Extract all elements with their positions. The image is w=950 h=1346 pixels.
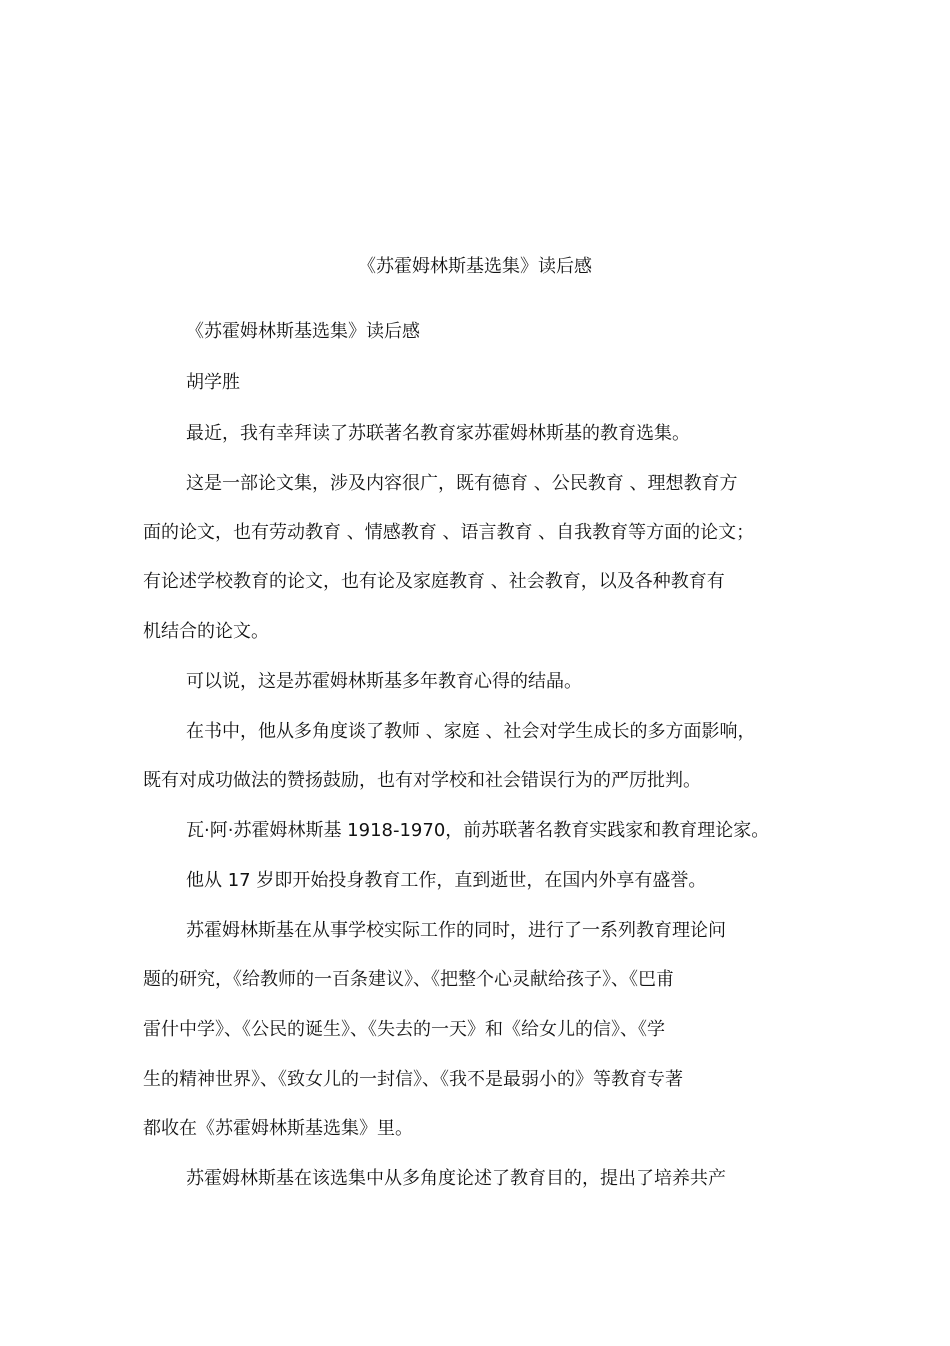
author-name: 胡学胜 — [186, 372, 240, 393]
paragraph-line: 雷什中学》、《公民的诞生》、《失去的一天》和《给女儿的信》、《学 — [143, 1019, 665, 1040]
paragraph-line: 瓦·阿·苏霍姆林斯基 1918-1970，前苏联著名教育实践家和教育理论家。 — [186, 820, 770, 841]
paragraph-line: 机结合的论文。 — [143, 621, 269, 642]
paragraph-line: 这是一部论文集，涉及内容很广，既有德育 、公民教育 、理想教育方 — [186, 473, 738, 494]
paragraph-heading: 《苏霍姆林斯基选集》读后感 — [186, 321, 420, 342]
paragraph-line: 题的研究，《给教师的一百条建议》、《把整个心灵献给孩子》、《巴甫 — [143, 969, 674, 990]
paragraph-line: 苏霍姆林斯基在该选集中从多角度论述了教育目的，提出了培养共产 — [186, 1168, 726, 1189]
document-title: 《苏霍姆林斯基选集》读后感 — [358, 256, 592, 277]
paragraph-line: 在书中，他从多角度谈了教师 、家庭 、社会对学生成长的多方面影响， — [186, 721, 756, 742]
paragraph-line: 既有对成功做法的赞扬鼓励，也有对学校和社会错误行为的严厉批判。 — [143, 770, 701, 791]
paragraph-line: 都收在《苏霍姆林斯基选集》里。 — [143, 1118, 413, 1139]
paragraph-line: 生的精神世界》、《致女儿的一封信》、《我不是最弱小的》等教育专著 — [143, 1069, 683, 1090]
paragraph-line: 苏霍姆林斯基在从事学校实际工作的同时，进行了一系列教育理论问 — [186, 920, 726, 941]
paragraph-line: 有论述学校教育的论文，也有论及家庭教育 、社会教育，以及各种教育有 — [143, 571, 725, 592]
paragraph-line: 他从 17 岁即开始投身教育工作，直到逝世，在国内外享有盛誉。 — [186, 870, 707, 891]
paragraph-line: 可以说，这是苏霍姆林斯基多年教育心得的结晶。 — [186, 671, 582, 692]
paragraph-line: 面的论文，也有劳动教育 、情感教育 、语言教育 、自我教育等方面的论文； — [143, 522, 755, 543]
paragraph-line: 最近，我有幸拜读了苏联著名教育家苏霍姆林斯基的教育选集。 — [186, 423, 690, 444]
